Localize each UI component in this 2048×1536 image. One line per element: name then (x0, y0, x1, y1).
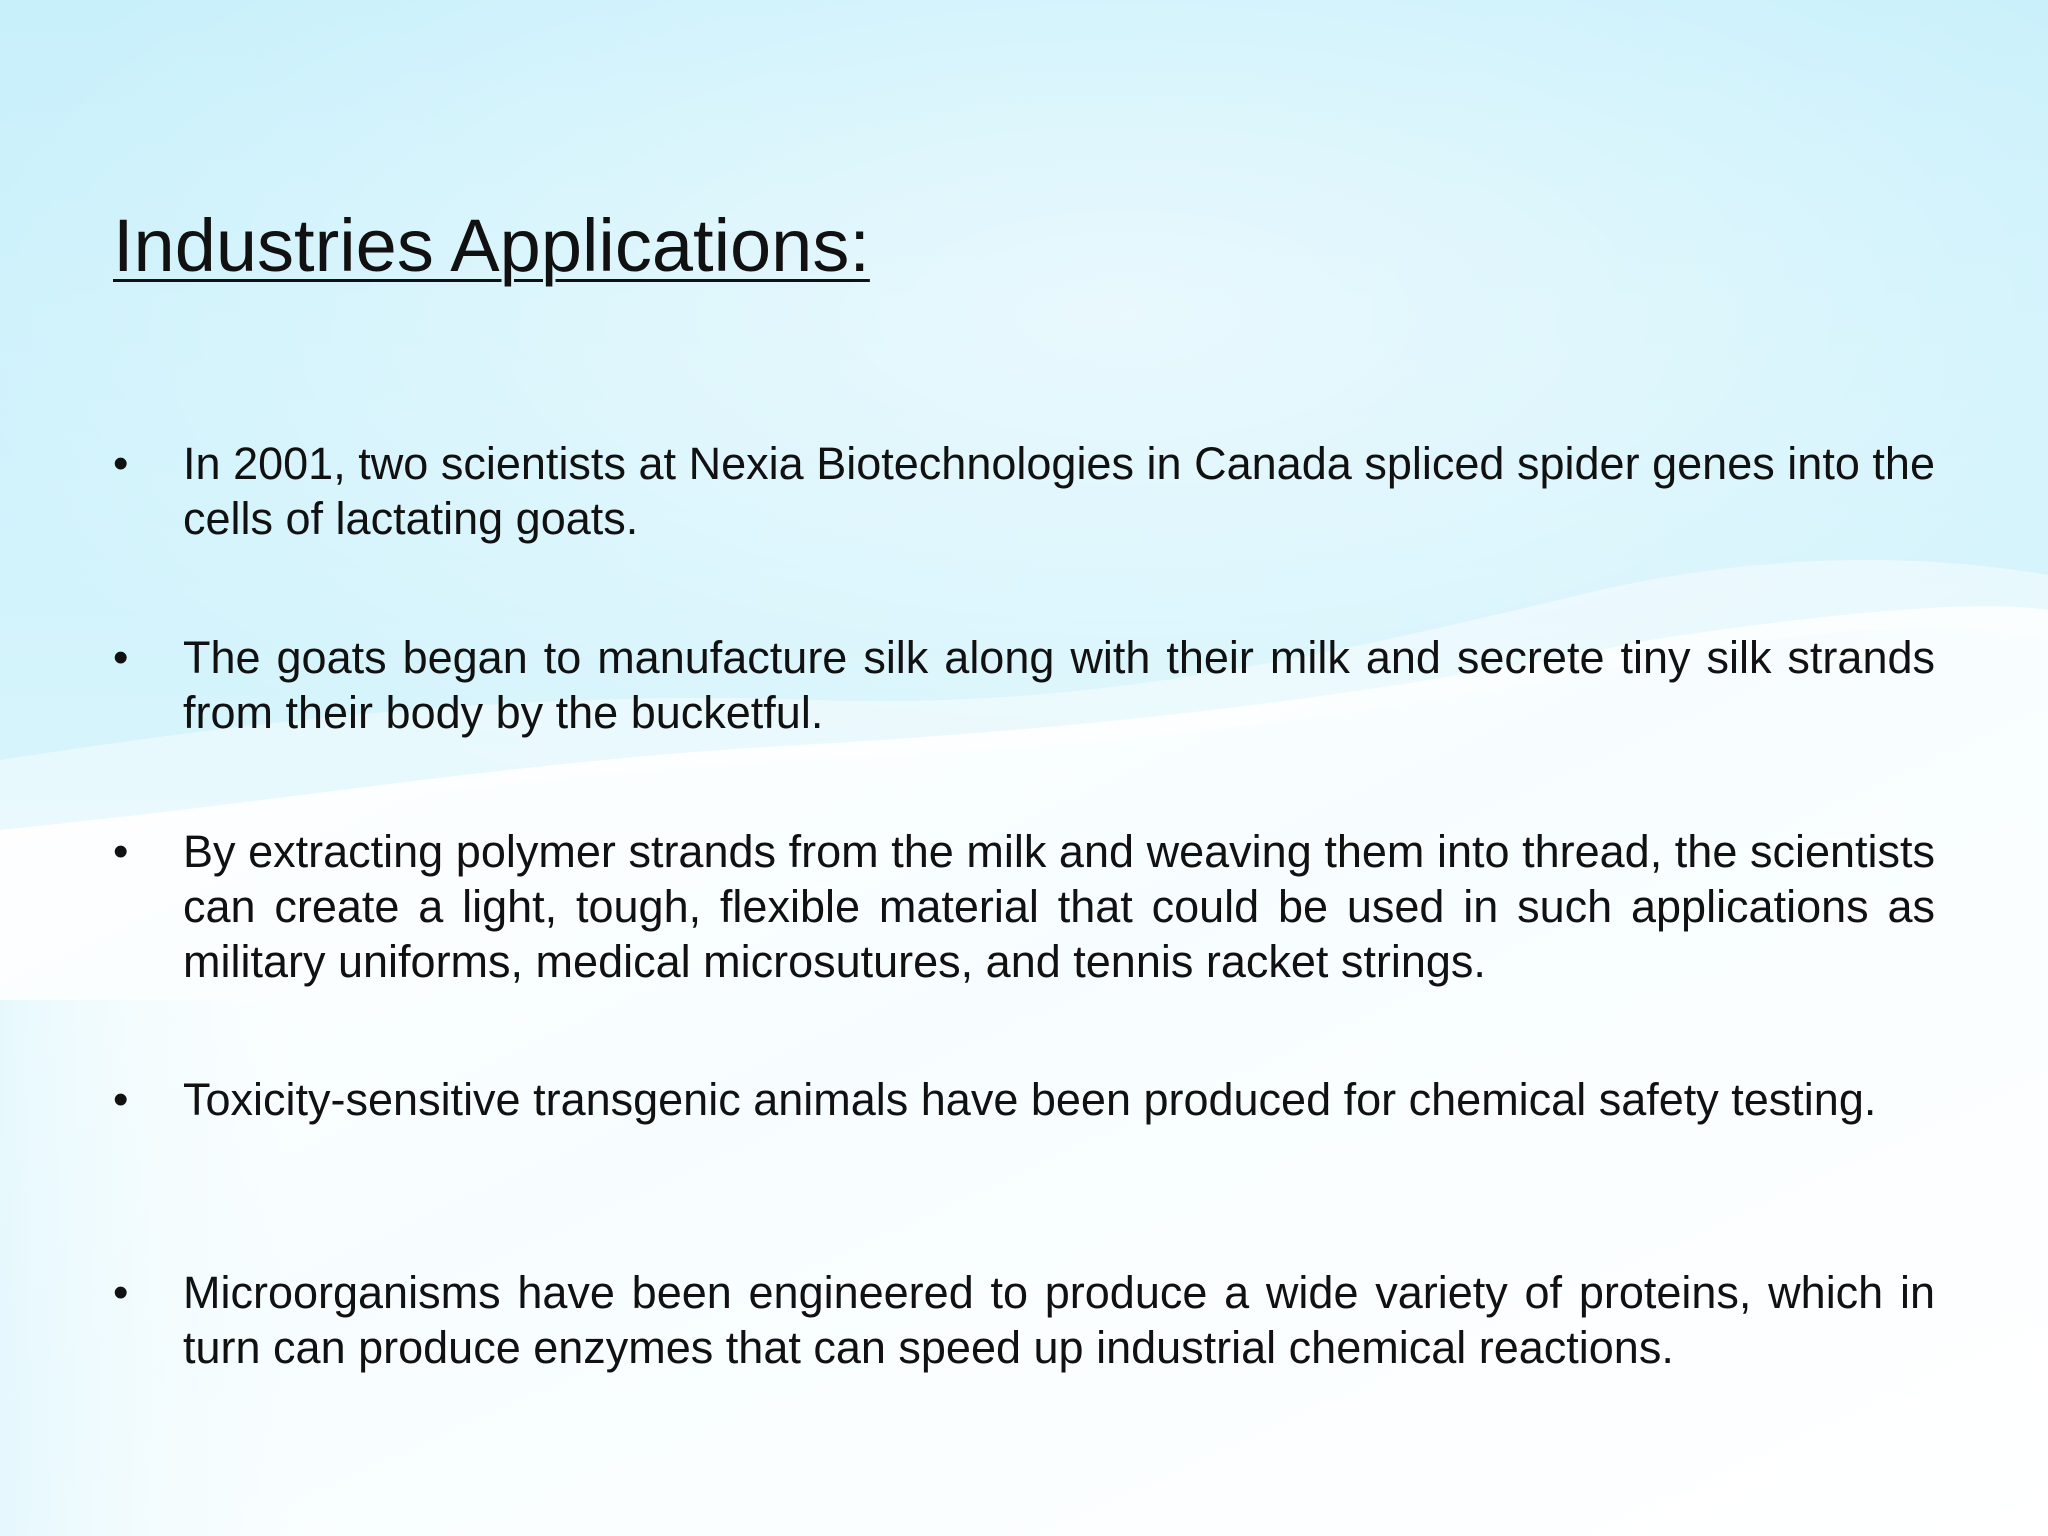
bullet-icon: • (113, 439, 129, 488)
bullet-text: By extracting polymer strands from the milk and weaving them into thread, the scientists can create a light, tough, flexible material that could be used in such applications as military uniforms, medical microsutures, and tennis racket strings. (183, 826, 1935, 987)
bullet-text: The goats began to manufacture silk along with their milk and secrete tiny silk strands from their body by the bucketful. (183, 632, 1935, 738)
list-item (113, 436, 1935, 546)
bullet-icon: • (113, 1268, 129, 1317)
list-item (113, 824, 1935, 989)
bullet-icon: • (113, 633, 129, 682)
bullet-text: Microorganisms have been engineered to produce a wide variety of proteins, which in turn can produce enzymes that can speed up industrial chemical reactions. (183, 1267, 1935, 1373)
bullet-icon: • (113, 1075, 129, 1124)
bullet-text: Toxicity-sensitive transgenic animals have been produced for chemical safety testing. (183, 1074, 1877, 1125)
slide-title: Industries Applications: (113, 204, 870, 287)
bullet-icon: • (113, 827, 129, 876)
list-item (113, 630, 1935, 740)
bullet-text: In 2001, two scientists at Nexia Biotechnologies in Canada spliced spider genes into the cells of lactating goats. (183, 438, 1935, 544)
list-item (113, 1072, 1935, 1127)
list-item (113, 1265, 1935, 1375)
